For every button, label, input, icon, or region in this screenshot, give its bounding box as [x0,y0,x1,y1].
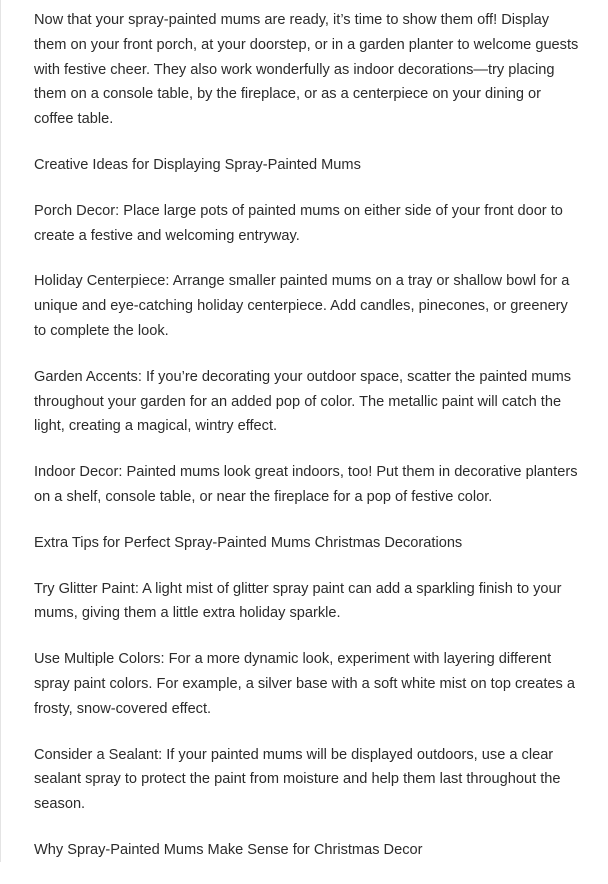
section-heading-display-ideas: Creative Ideas for Displaying Spray-Painted Mums [34,156,361,173]
tip-multiple-colors: Use Multiple Colors: For a more dynamic look, experiment with layering different spray paint colors. For example, a silver base with a soft white mist on top creates a frosty, snow-covered effect. [34,651,576,717]
tip-holiday-centerpiece: Holiday Centerpiece: Arrange smaller painted mums on a tray or shallow bowl for a unique and eye-catching holiday centerpiece. Add candles, pinecones, or greenery to complete the look. [34,273,570,339]
tip-garden-accents: Garden Accents: If you’re decorating your outdoor space, scatter the painted mums throughout your garden for an added pop of color. The metallic paint will catch the light, creating a magical, wintry effect. [34,368,572,435]
tip-glitter-paint: Try Glitter Paint: A light mist of glitter spray paint can add a sparkling finish to your mums, giving them a little extra holiday sparkle. [34,580,562,622]
intro-paragraph: Now that your spray-painted mums are ready, it’s time to show them off! Display them on your front porch, at your doorstep, or in a garden planter to welcome guests with festive cheer. They also work wonderfully as indoor decorations—try placing them on a console table, by the fireplace, or as a centerpiece on your dining or coffee table. [34,12,579,128]
tip-sealant: Consider a Sealant: If your painted mums will be displayed outdoors, use a clear sealant spray to protect the paint from moisture and help them last throughout the season. [34,746,561,813]
section-heading-why: Why Spray-Painted Mums Make Sense for Christmas Decor [34,841,423,858]
tip-porch-decor: Porch Decor: Place large pots of painted mums on either side of your front door to create a festive and welcoming entryway. [34,202,563,244]
left-border [0,0,1,862]
tip-indoor-decor: Indoor Decor: Painted mums look great indoors, too! Put them in decorative planters on a shelf, console table, or near the fireplace for a pop of festive color. [34,464,578,505]
article-body [34,8,579,884]
section-heading-extra-tips: Extra Tips for Perfect Spray-Painted Mums Christmas Decorations [34,534,463,551]
